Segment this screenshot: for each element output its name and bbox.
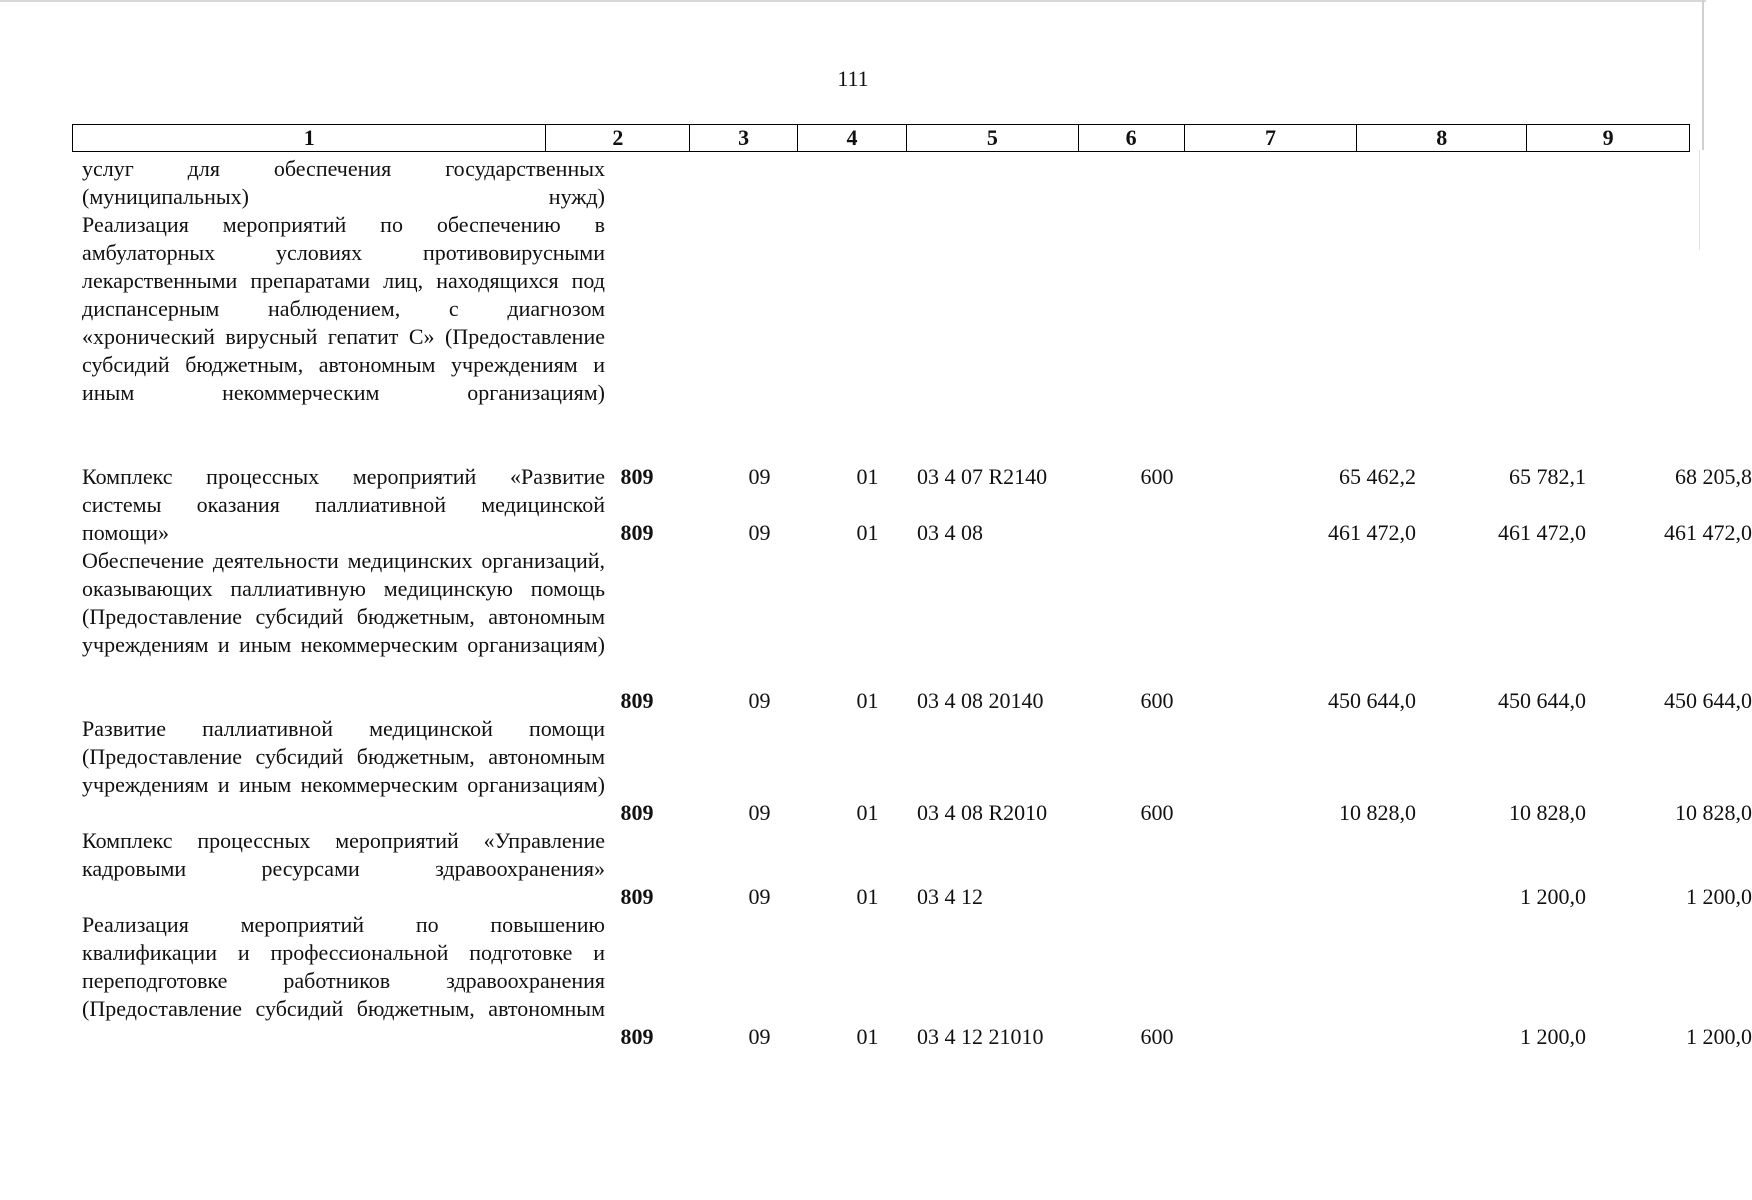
- row-description: услуг для обеспечения государственных (муниципальных) нужд): [82, 156, 605, 209]
- row-description: Комплекс процессных мероприятий «Управление кадровыми ресурсами здравоохранения»: [82, 828, 605, 881]
- cell-section: 09: [748, 464, 771, 489]
- cell-amount-year3: 10 828,0: [1675, 800, 1752, 825]
- header-col-6: 6: [1079, 125, 1185, 151]
- scan-edge-top: [0, 0, 1706, 2]
- cell-subsection: 01: [856, 884, 879, 909]
- cell-amount-year2: 1 200,0: [1520, 1024, 1586, 1049]
- cell-subsection: 01: [856, 800, 879, 825]
- header-col-4: 4: [798, 125, 907, 151]
- cell-amount-year2: 10 828,0: [1509, 800, 1586, 825]
- row-values: [72, 519, 1752, 547]
- cell-ministry-code: 809: [620, 520, 654, 545]
- cell-amount-year3: 68 205,8: [1675, 464, 1752, 489]
- cell-expense-type: 600: [1140, 464, 1174, 489]
- cell-target-article: 03 4 12: [917, 884, 983, 909]
- cell-amount-year1: 450 644,0: [1328, 688, 1416, 713]
- cell-section: 09: [748, 800, 771, 825]
- table-row: [72, 827, 1752, 911]
- table-row: [72, 155, 1690, 211]
- row-description: Комплекс процессных мероприятий «Развитие системы оказания паллиативной медицинской помощи»: [82, 464, 605, 545]
- cell-amount-year2: 461 472,0: [1498, 520, 1586, 545]
- cell-amount-year1: 10 828,0: [1339, 800, 1416, 825]
- cell-expense-type: 600: [1140, 688, 1174, 713]
- cell-section: 09: [748, 1024, 771, 1049]
- table-row: [72, 715, 1752, 827]
- cell-amount-year3: 450 644,0: [1664, 688, 1752, 713]
- header-col-2: 2: [546, 125, 690, 151]
- header-col-7: 7: [1185, 125, 1358, 151]
- cell-target-article: 03 4 12 21010: [917, 1024, 1044, 1049]
- cell-ministry-code: 809: [620, 1024, 654, 1049]
- scan-edge-right-lower: [1699, 150, 1700, 250]
- cell-subsection: 01: [856, 464, 879, 489]
- row-description: Обеспечение деятельности медицинских организаций, оказывающих паллиативную медицинскую помощь (Предоставление субсидий бюджетным, автономным учреждениям и иным некоммерческим организациям): [82, 548, 605, 657]
- row-values: [72, 687, 1752, 715]
- page-number: 111: [837, 66, 869, 91]
- cell-section: 09: [748, 520, 771, 545]
- row-values: [72, 1023, 1752, 1051]
- cell-expense-type: 600: [1140, 1024, 1174, 1049]
- table-header: [72, 124, 1690, 152]
- cell-expense-type: 600: [1140, 800, 1174, 825]
- cell-amount-year1: 461 472,0: [1328, 520, 1416, 545]
- cell-amount-year1: 65 462,2: [1339, 464, 1416, 489]
- cell-amount-year3: 1 200,0: [1686, 1024, 1752, 1049]
- table-row: [72, 911, 1752, 1051]
- header-col-5: 5: [907, 125, 1079, 151]
- row-values: [72, 799, 1752, 827]
- row-description: Реализация мероприятий по обеспечению в амбулаторных условиях противовирусными лекарственными препаратами лиц, находящихся под диспансерным наблюдением, с диагнозом «хронический вирусный гепатит С» (Предоставление субсидий бюджетным, автономным учреждениям и иным некоммерческим организациям): [82, 212, 605, 405]
- row-description: Развитие паллиативной медицинской помощи (Предоставление субсидий бюджетным, автономным учреждениям и иным некоммерческим организациям): [82, 716, 605, 797]
- cell-amount-year3: 1 200,0: [1686, 884, 1752, 909]
- row-description: Реализация мероприятий по повышению квалификации и профессиональной подготовке и переподготовке работников здравоохранения (Предоставление субсидий бюджетным, автономным: [82, 912, 605, 1021]
- table-row: [72, 547, 1752, 715]
- cell-ministry-code: 809: [620, 464, 654, 489]
- cell-ministry-code: 809: [620, 688, 654, 713]
- cell-amount-year3: 461 472,0: [1664, 520, 1752, 545]
- header-col-3: 3: [690, 125, 798, 151]
- cell-subsection: 01: [856, 688, 879, 713]
- cell-amount-year2: 65 782,1: [1509, 464, 1586, 489]
- cell-ministry-code: 809: [620, 884, 654, 909]
- header-col-1: 1: [73, 125, 546, 151]
- header-col-9: 9: [1602, 125, 1614, 150]
- cell-target-article: 03 4 07 R2140: [917, 464, 1048, 489]
- header-col-8: 8: [1357, 125, 1527, 151]
- cell-subsection: 01: [856, 1024, 879, 1049]
- cell-section: 09: [748, 688, 771, 713]
- cell-target-article: 03 4 08: [917, 520, 983, 545]
- cell-target-article: 03 4 08 20140: [917, 688, 1044, 713]
- cell-target-article: 03 4 08 R2010: [917, 800, 1048, 825]
- cell-section: 09: [748, 884, 771, 909]
- table-row: [72, 211, 1752, 491]
- cell-amount-year2: 450 644,0: [1498, 688, 1586, 713]
- cell-subsection: 01: [856, 520, 879, 545]
- row-values: [72, 883, 1752, 911]
- cell-ministry-code: 809: [620, 800, 654, 825]
- cell-amount-year2: 1 200,0: [1520, 884, 1586, 909]
